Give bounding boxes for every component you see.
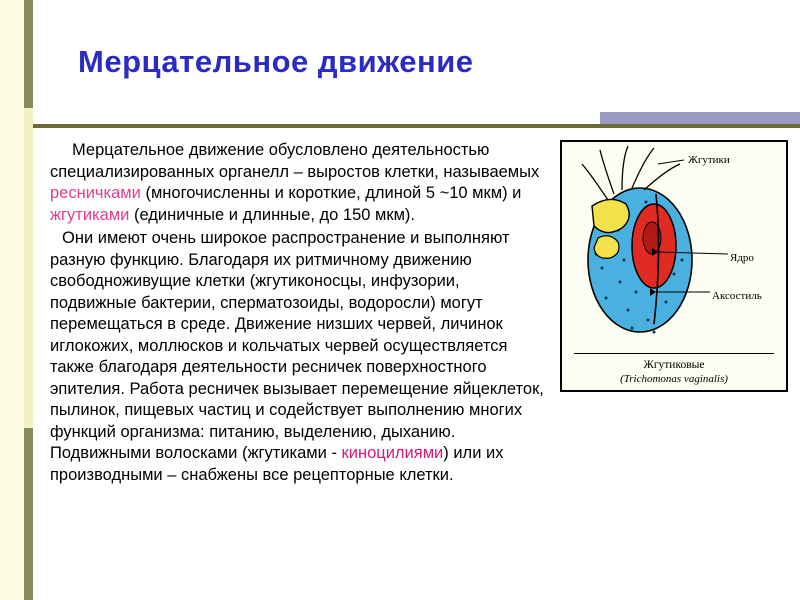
text-run: Мерцательное движение обусловлено деятельностью специализированных органелл – выростов клетки, называемых: [50, 141, 540, 181]
body-text: [50, 140, 550, 488]
highlighted-term: киноцилиями: [341, 444, 444, 462]
left-bar-top: [24, 0, 33, 108]
figure-caption: [562, 358, 786, 386]
highlighted-term: ресничками: [50, 184, 141, 202]
figure-label-flagella: Жгутики: [688, 154, 730, 166]
text-run: Они имеют очень широкое распространение и выполняют разную функцию. Благодаря их ритмичному движению свободноживущие клетки (жгутиконосцы, инфузории, подвижные бактерии, сперматозоиды, водоросли) могут перемещаться в среде. Движение низших червей, личинок иглокожих, моллюсков и кольчатых червей осуществляется также благодаря деятельности ресничек поверхностного эпителия. Работа ресничек вызывает перемещение яйцеклеток, пылинок, пищевых частиц и содействует выполнению многих функций организма: питанию, выделению, дыханию. Подвижными волосками (жгутиками -: [50, 229, 544, 462]
text-run: (единичные и длинные, до 150 мкм).: [129, 205, 415, 224]
text-run: ) или их производными – снабжены все рецепторные клетки.: [50, 444, 504, 484]
figure-flagellate-cell: [560, 140, 788, 392]
figure-caption-line1: Жгутиковые: [643, 359, 705, 371]
paragraph-1: [50, 140, 550, 226]
text-run: (многочисленны и короткие, длиной 5 ~10 мкм) и: [140, 184, 522, 202]
page-title: Мерцательное движение: [78, 44, 474, 79]
paragraph-2: [50, 228, 550, 486]
figure-caption-line2: (Trichomonas vaginalis): [620, 373, 728, 385]
figure-label-nucleus: Ядро: [730, 252, 754, 264]
left-bar-middle: [24, 108, 33, 428]
highlighted-term: жгутиками: [50, 205, 130, 224]
figure-label-axostyle: Аксостиль: [712, 290, 762, 302]
left-bar-bottom: [24, 428, 33, 600]
figure-caption-divider: [574, 353, 774, 354]
title-rule-accent: [600, 112, 800, 124]
title-rule: [33, 124, 800, 128]
